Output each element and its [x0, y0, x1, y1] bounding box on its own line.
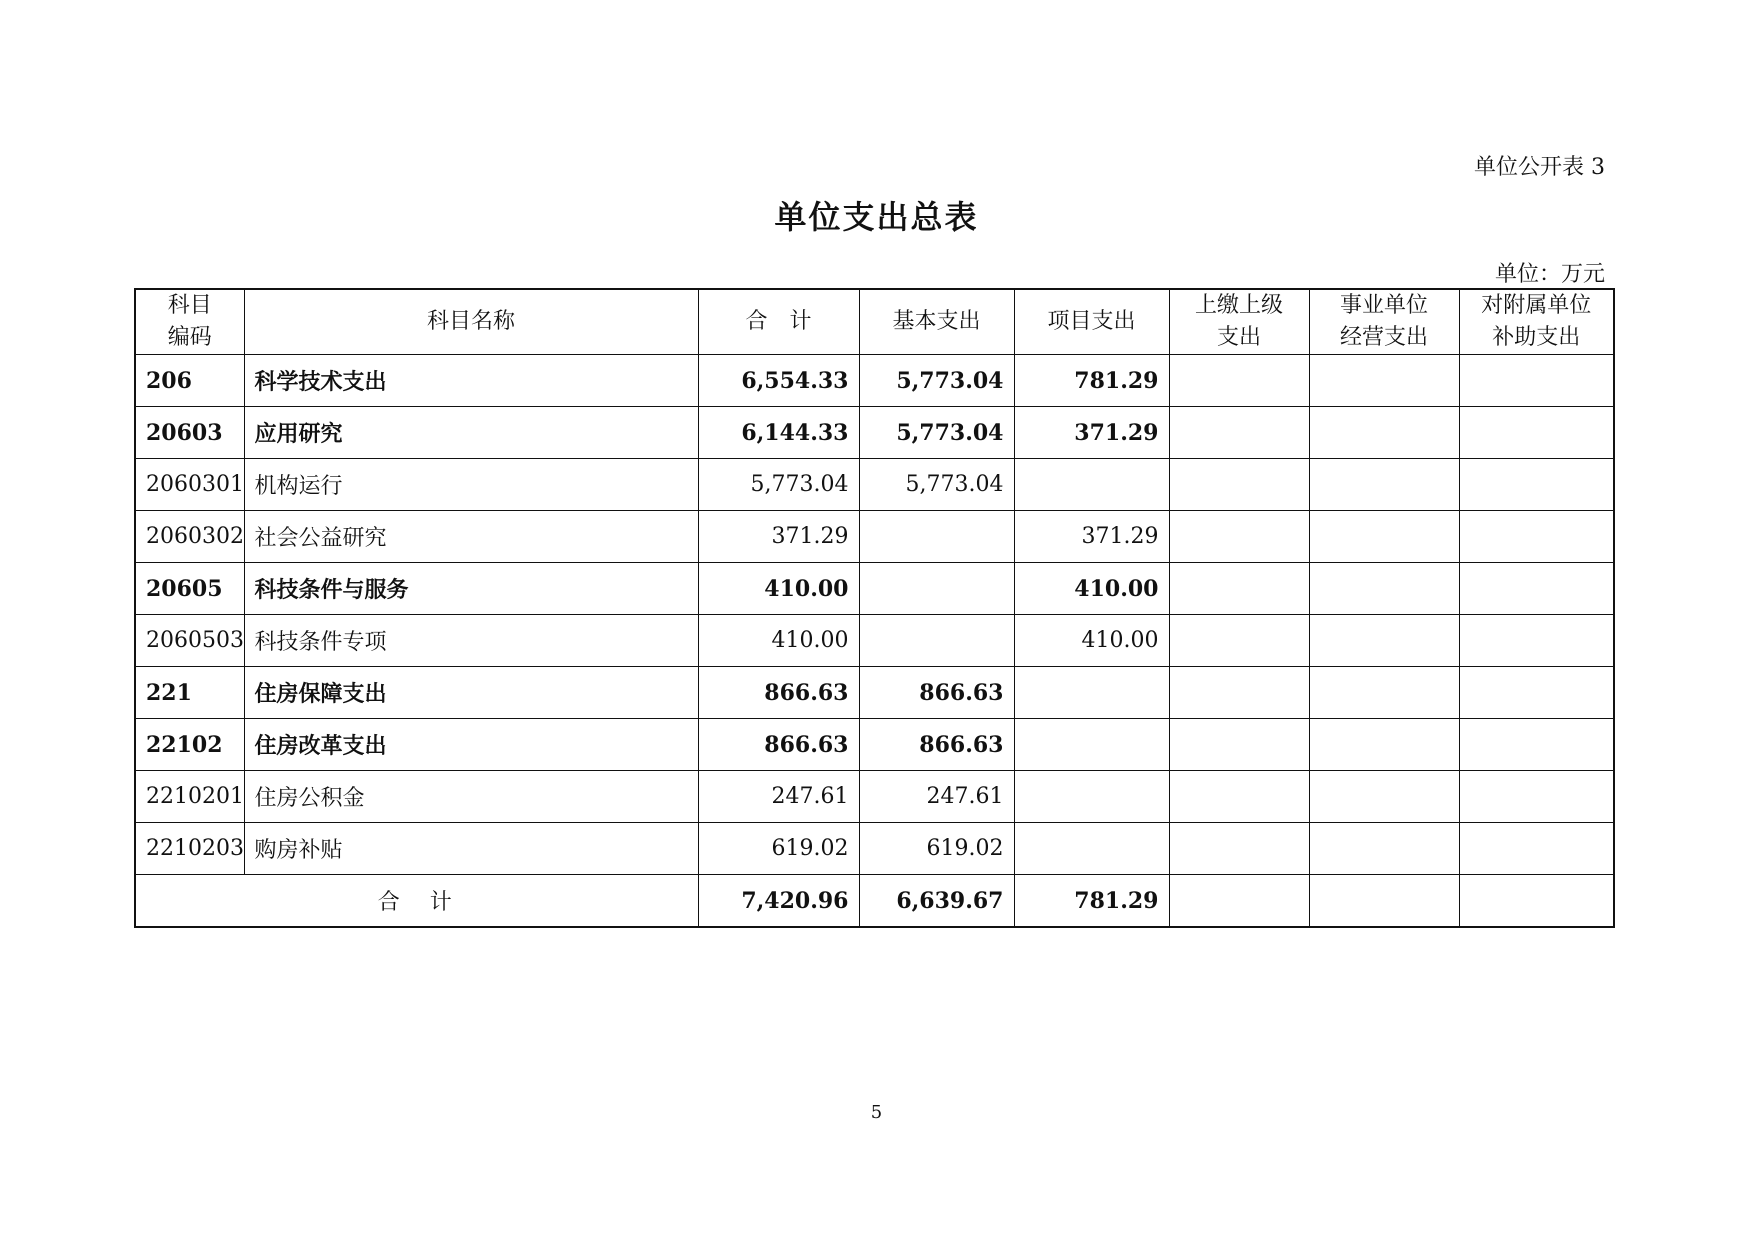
cell-project: 371.29	[1014, 511, 1169, 563]
cell-project	[1014, 667, 1169, 719]
subject-name: 科技条件专项	[244, 615, 698, 667]
table-row	[135, 407, 1614, 459]
total-basic: 6,639.67	[859, 875, 1014, 928]
cell-project: 371.29	[1014, 407, 1169, 459]
cell-project	[1014, 771, 1169, 823]
cell-project	[1014, 459, 1169, 511]
cell-basic: 247.61	[859, 771, 1014, 823]
cell-business	[1309, 823, 1459, 875]
cell-total: 371.29	[698, 511, 859, 563]
form-number: 单位公开表 3	[1474, 155, 1605, 180]
cell-subsidy	[1459, 615, 1614, 667]
header-subsidy: 对附属单位 补助支出	[1459, 289, 1614, 355]
cell-total: 410.00	[698, 563, 859, 615]
cell-business	[1309, 459, 1459, 511]
table-row	[135, 355, 1614, 407]
subject-code: 20603	[135, 407, 244, 459]
subject-name: 社会公益研究	[244, 511, 698, 563]
subject-name: 住房保障支出	[244, 667, 698, 719]
cell-total: 619.02	[698, 823, 859, 875]
subject-name: 住房改革支出	[244, 719, 698, 771]
cell-basic: 5,773.04	[859, 407, 1014, 459]
cell-upper	[1169, 563, 1309, 615]
table-row	[135, 615, 1614, 667]
cell-upper	[1169, 355, 1309, 407]
header-business: 事业单位 经营支出	[1309, 289, 1459, 355]
subject-code: 221	[135, 667, 244, 719]
expenditure-table	[134, 288, 1615, 928]
header-upper: 上缴上级 支出	[1169, 289, 1309, 355]
total-total: 7,420.96	[698, 875, 859, 928]
subject-name: 科技条件与服务	[244, 563, 698, 615]
cell-project	[1014, 719, 1169, 771]
cell-upper	[1169, 667, 1309, 719]
cell-project: 410.00	[1014, 563, 1169, 615]
cell-subsidy	[1459, 667, 1614, 719]
cell-subsidy	[1459, 355, 1614, 407]
total-row	[135, 875, 1614, 928]
cell-upper	[1169, 511, 1309, 563]
cell-total: 6,554.33	[698, 355, 859, 407]
cell-subsidy	[1459, 511, 1614, 563]
table-row	[135, 511, 1614, 563]
cell-subsidy	[1459, 407, 1614, 459]
header-project: 项目支出	[1014, 289, 1169, 355]
cell-subsidy	[1459, 823, 1614, 875]
cell-basic: 619.02	[859, 823, 1014, 875]
cell-upper	[1169, 459, 1309, 511]
cell-basic	[859, 563, 1014, 615]
cell-business	[1309, 563, 1459, 615]
total-label: 合 计	[135, 875, 698, 928]
cell-basic: 5,773.04	[859, 355, 1014, 407]
cell-subsidy	[1459, 459, 1614, 511]
cell-business	[1309, 355, 1459, 407]
subject-code: 2060503	[135, 615, 244, 667]
cell-total: 5,773.04	[698, 459, 859, 511]
cell-basic: 866.63	[859, 719, 1014, 771]
subject-name: 购房补贴	[244, 823, 698, 875]
table-row	[135, 667, 1614, 719]
cell-business	[1309, 407, 1459, 459]
cell-basic	[859, 615, 1014, 667]
cell-total: 866.63	[698, 667, 859, 719]
cell-basic: 866.63	[859, 667, 1014, 719]
cell-total: 410.00	[698, 615, 859, 667]
table-row	[135, 823, 1614, 875]
cell-basic	[859, 511, 1014, 563]
cell-basic: 5,773.04	[859, 459, 1014, 511]
subject-code: 22102	[135, 719, 244, 771]
total-subsidy	[1459, 875, 1614, 928]
total-business	[1309, 875, 1459, 928]
unit-label: 单位：万元	[1494, 262, 1605, 287]
total-upper	[1169, 875, 1309, 928]
subject-code: 2210201	[135, 771, 244, 823]
subject-code: 20605	[135, 563, 244, 615]
cell-project: 410.00	[1014, 615, 1169, 667]
subject-name: 机构运行	[244, 459, 698, 511]
cell-business	[1309, 719, 1459, 771]
cell-business	[1309, 667, 1459, 719]
subject-name: 应用研究	[244, 407, 698, 459]
cell-total: 247.61	[698, 771, 859, 823]
page-title: 单位支出总表	[774, 198, 979, 236]
header-row	[135, 289, 1614, 355]
table-row	[135, 563, 1614, 615]
header-code: 科目 编码	[135, 289, 244, 355]
subject-name: 科学技术支出	[244, 355, 698, 407]
header-basic: 基本支出	[859, 289, 1014, 355]
header-total: 合 计	[698, 289, 859, 355]
cell-total: 6,144.33	[698, 407, 859, 459]
subject-name: 住房公积金	[244, 771, 698, 823]
cell-subsidy	[1459, 719, 1614, 771]
header-name: 科目名称	[244, 289, 698, 355]
total-project: 781.29	[1014, 875, 1169, 928]
cell-business	[1309, 771, 1459, 823]
table-row	[135, 459, 1614, 511]
subject-code: 2060302	[135, 511, 244, 563]
page-number: 5	[870, 1102, 883, 1123]
subject-code: 206	[135, 355, 244, 407]
cell-upper	[1169, 823, 1309, 875]
cell-business	[1309, 615, 1459, 667]
cell-subsidy	[1459, 563, 1614, 615]
cell-project	[1014, 823, 1169, 875]
cell-upper	[1169, 615, 1309, 667]
table-row	[135, 771, 1614, 823]
cell-business	[1309, 511, 1459, 563]
subject-code: 2060301	[135, 459, 244, 511]
cell-upper	[1169, 771, 1309, 823]
cell-subsidy	[1459, 771, 1614, 823]
cell-project: 781.29	[1014, 355, 1169, 407]
cell-upper	[1169, 719, 1309, 771]
cell-upper	[1169, 407, 1309, 459]
cell-total: 866.63	[698, 719, 859, 771]
subject-code: 2210203	[135, 823, 244, 875]
table-row	[135, 719, 1614, 771]
